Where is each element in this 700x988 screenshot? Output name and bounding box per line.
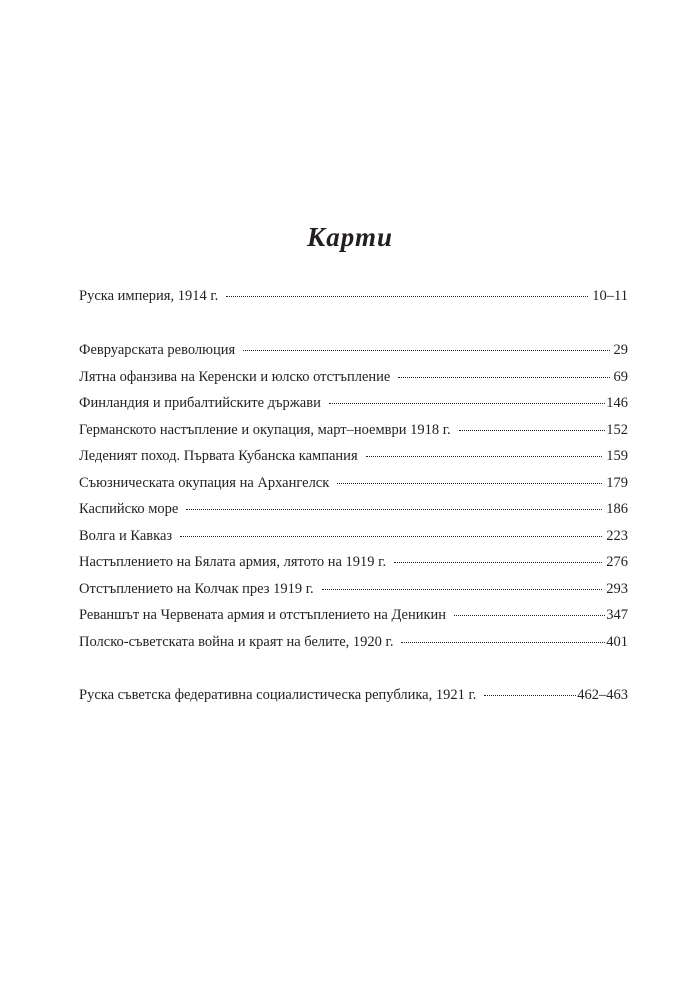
- toc-entry-page: 69: [613, 368, 628, 385]
- toc-entry-page: 401: [606, 633, 628, 650]
- toc-entry-label: Съюзническата окупация на Архангелск: [79, 474, 330, 491]
- toc-entry-label: Февруарската революция: [79, 342, 236, 358]
- toc-entry: [79, 475, 628, 502]
- toc-entry: [79, 634, 628, 661]
- dot-leader: [226, 296, 588, 297]
- toc-group-3: [79, 687, 628, 714]
- toc-entry-page: 146: [606, 395, 628, 411]
- toc-entry-page: 223: [606, 527, 628, 544]
- page-title: Карти: [307, 222, 393, 252]
- toc-entry: [79, 687, 628, 714]
- toc-entry: [79, 422, 628, 449]
- toc-entry-page: 29: [613, 342, 628, 358]
- dot-leader: [322, 589, 603, 590]
- dot-leader: [180, 536, 602, 537]
- toc-entry-page: 159: [606, 448, 628, 464]
- toc-entry-page: 293: [606, 580, 628, 597]
- toc-entry-page: 462–463: [577, 687, 628, 703]
- toc-entry: [79, 369, 628, 396]
- dot-leader: [329, 403, 605, 404]
- dot-leader: [484, 695, 576, 696]
- toc-entry-label: Финландия и прибалтийските държави: [79, 395, 321, 411]
- toc-entry-page: 10–11: [592, 288, 628, 304]
- toc-entry: [79, 528, 628, 555]
- toc-entry-label: Руска империя, 1914 г.: [79, 288, 219, 304]
- toc-entry: [79, 448, 628, 475]
- dot-leader: [337, 483, 602, 484]
- toc-entry-page: 276: [606, 554, 628, 570]
- toc-entry: [79, 581, 628, 608]
- dot-leader: [366, 456, 603, 457]
- toc-entry-page: 179: [606, 474, 628, 491]
- toc-entry-label: Настъплението на Бялата армия, лятото на 1919 г.: [79, 554, 387, 570]
- dot-leader: [401, 642, 605, 643]
- toc-entry-label: Германското настъпление и окупация, март–ноември 1918 г.: [79, 421, 451, 438]
- toc-entry-page: 186: [606, 501, 628, 517]
- toc-entry-label: Отстъплението на Колчак през 1919 г.: [79, 580, 314, 597]
- toc-entry: [79, 554, 628, 581]
- toc-group-2: [79, 342, 628, 660]
- toc-entry-label: Руска съветска федеративна социалистическа република, 1921 г.: [79, 687, 477, 703]
- toc-group-1: [79, 288, 628, 315]
- toc-entry: [79, 395, 628, 422]
- toc-entry-label: Лятна офанзива на Керенски и юлско отстъпление: [79, 368, 391, 385]
- toc-entry-label: Полско-съветската война и краят на белите, 1920 г.: [79, 633, 394, 650]
- toc-entry: [79, 342, 628, 369]
- dot-leader: [398, 377, 609, 378]
- toc-entry-page: 152: [606, 421, 628, 438]
- toc-entry: [79, 288, 628, 315]
- toc-entry: [79, 501, 628, 528]
- dot-leader: [394, 562, 602, 563]
- toc-entry-page: 347: [606, 607, 628, 623]
- toc-entry-label: Леденият поход. Първата Кубанска кампания: [79, 448, 358, 464]
- dot-leader: [243, 350, 609, 351]
- dot-leader: [459, 430, 606, 431]
- toc-entry-label: Каспийско море: [79, 501, 179, 517]
- toc-entry-label: Волга и Кавказ: [79, 527, 173, 544]
- toc-entry-label: Реваншът на Червената армия и отстъплението на Деникин: [79, 607, 447, 623]
- toc-entry: [79, 607, 628, 634]
- dot-leader: [454, 615, 605, 616]
- dot-leader: [186, 509, 602, 510]
